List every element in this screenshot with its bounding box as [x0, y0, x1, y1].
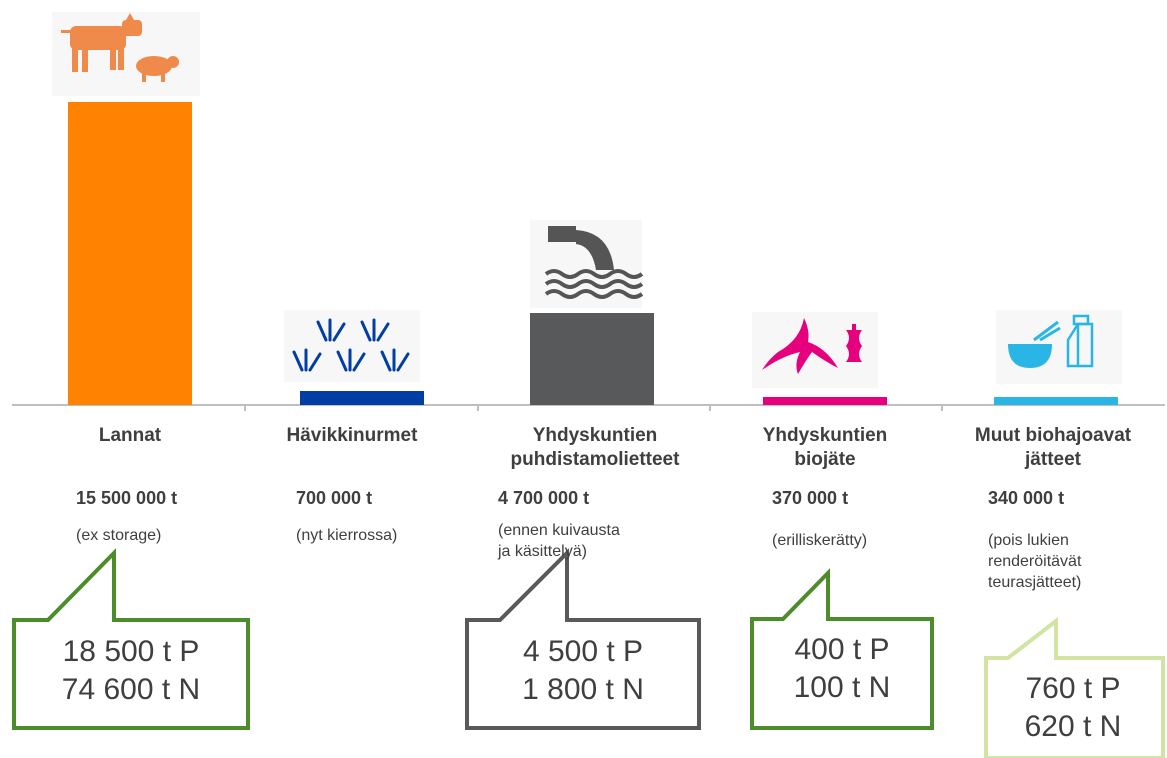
value-label: 340 000 t — [988, 488, 1065, 508]
note-text: (nyt kierrossa) — [296, 527, 398, 544]
value-label: 15 500 000 t — [76, 488, 178, 508]
bar-2 — [300, 391, 424, 405]
callout-text — [14, 633, 248, 709]
callout-text — [984, 670, 1162, 746]
callout-line: 74 600 t N — [61, 673, 201, 706]
category-label: Muut biohajoavat jätteet — [974, 425, 1132, 470]
note-text: (pois lukien renderöitävät teurasjätteet) — [988, 532, 1082, 591]
category-label: Lannat — [98, 425, 162, 446]
grass-icon — [284, 310, 420, 382]
callout-text — [467, 633, 699, 709]
value-label: 700 000 t — [296, 488, 373, 508]
callout-line: 620 t N — [1024, 710, 1122, 743]
banana-peel-apple-core-icon — [752, 312, 878, 388]
category-label: Yhdyskuntien puhdistamolietteet — [510, 425, 680, 470]
bowl-and-milk-carton-icon — [996, 310, 1122, 384]
value-label: 370 000 t — [772, 488, 849, 508]
cow-and-pig-icon — [52, 12, 200, 96]
sewage-pipe-icon — [530, 220, 642, 308]
callout-line: 4 500 t P — [522, 635, 644, 668]
bar-1 — [68, 102, 192, 405]
callout-line: 18 500 t P — [62, 635, 200, 668]
callout-line: 760 t P — [1025, 672, 1121, 705]
bar-5 — [994, 397, 1118, 405]
callout-line: 400 t P — [794, 633, 890, 666]
category-label: Hävikkinurmet — [286, 425, 418, 446]
note-text: (ex storage) — [76, 527, 162, 544]
value-label: 4 700 000 t — [498, 488, 590, 508]
callout-line: 100 t N — [793, 671, 891, 704]
bar-3 — [530, 313, 654, 405]
note-text: (erilliskerätty) — [772, 532, 868, 549]
callout-line: 1 800 t N — [522, 673, 644, 706]
bar-4 — [763, 397, 887, 405]
note-text: (ennen kuivausta ja käsittelyä) — [498, 522, 620, 560]
category-label: Yhdyskuntien biojäte — [762, 425, 888, 470]
callout-text — [752, 631, 932, 707]
